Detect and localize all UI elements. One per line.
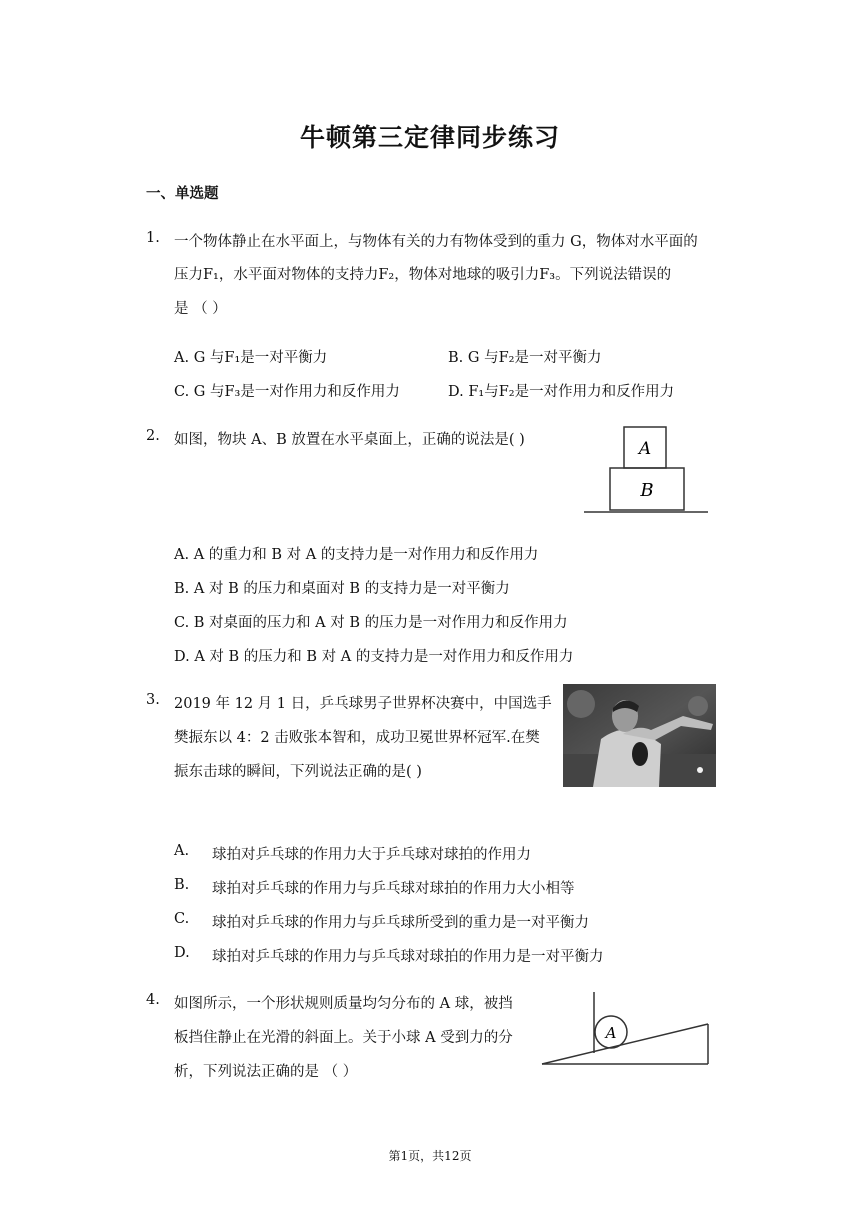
ball-on-incline-figure <box>540 988 712 1070</box>
question-number: 1. <box>146 230 160 246</box>
option-a[interactable]: A. A 的重力和 B 对 A 的支持力是一对作用力和反作用力 <box>174 547 539 563</box>
page-footer: 第1页，共12页 <box>388 1149 472 1163</box>
question-text-line: 压力F₁，水平面对物体的支持力F₂，物体对地球的吸引力F₃。下列说法错误的 <box>174 267 672 283</box>
block-b-label: B <box>640 480 654 501</box>
question-number: 2. <box>146 428 160 444</box>
ball-a-label: A <box>605 1024 617 1042</box>
option-c[interactable]: 球拍对乒乓球的作用力与乒乓球所受到的重力是一对平衡力 <box>212 915 589 931</box>
question-text-line: 析，下列说法正确的是 （ ） <box>174 1064 358 1080</box>
option-b[interactable]: B. G 与F₂是一对平衡力 <box>448 350 602 366</box>
question-text-line: 樊振东以 4：2 击败张本智和，成功卫冕世界杯冠军.在樊 <box>174 730 540 746</box>
option-c-letter: C. <box>174 911 190 927</box>
page-title: 牛顿第三定律同步练习 <box>299 123 560 152</box>
section-heading: 一、单选题 <box>146 186 219 202</box>
question-number: 4. <box>146 992 160 1008</box>
question-text-line: 如图，物块 A、B 放置在水平桌面上，正确的说法是( ) <box>174 432 525 448</box>
option-d-letter: D. <box>174 945 190 961</box>
question-text-line: 2019 年 12 月 1 日，乒乓球男子世界杯决赛中，中国选手 <box>174 696 552 712</box>
option-b-letter: B. <box>174 877 190 893</box>
option-d[interactable]: 球拍对乒乓球的作用力与乒乓球对球拍的作用力是一对平衡力 <box>212 949 604 965</box>
question-text-line: 板挡住静止在光滑的斜面上。关于小球 A 受到力的分 <box>174 1030 513 1046</box>
question-text-line: 是 （ ） <box>174 301 227 317</box>
incline-slope <box>542 1024 708 1064</box>
question-text-line: 如图所示，一个形状规则质量均匀分布的 A 球，被挡 <box>174 996 513 1012</box>
option-a-letter: A. <box>174 843 190 859</box>
stacked-blocks-figure <box>582 424 712 518</box>
option-d[interactable]: D. F₁与F₂是一对作用力和反作用力 <box>448 384 675 400</box>
option-a[interactable]: A. G 与F₁是一对平衡力 <box>174 350 328 366</box>
question-number: 3. <box>146 692 160 708</box>
option-b[interactable]: 球拍对乒乓球的作用力与乒乓球对球拍的作用力大小相等 <box>212 881 575 897</box>
question-text-line: 振东击球的瞬间，下列说法正确的是( ) <box>174 764 422 780</box>
option-c[interactable]: C. G 与F₃是一对作用力和反作用力 <box>174 384 400 400</box>
option-c[interactable]: C. B 对桌面的压力和 A 对 B 的压力是一对作用力和反作用力 <box>174 615 568 631</box>
block-a-label: A <box>638 439 652 459</box>
table-tennis-photo <box>563 684 716 787</box>
question-text-line: 一个物体静止在水平面上，与物体有关的力有物体受到的重力 G，物体对水平面的 <box>174 234 698 250</box>
option-b[interactable]: B. A 对 B 的压力和桌面对 B 的支持力是一对平衡力 <box>174 581 510 597</box>
option-d[interactable]: D. A 对 B 的压力和 B 对 A 的支持力是一对作用力和反作用力 <box>174 649 574 665</box>
option-a[interactable]: 球拍对乒乓球的作用力大于乒乓球对球拍的作用力 <box>212 847 531 863</box>
